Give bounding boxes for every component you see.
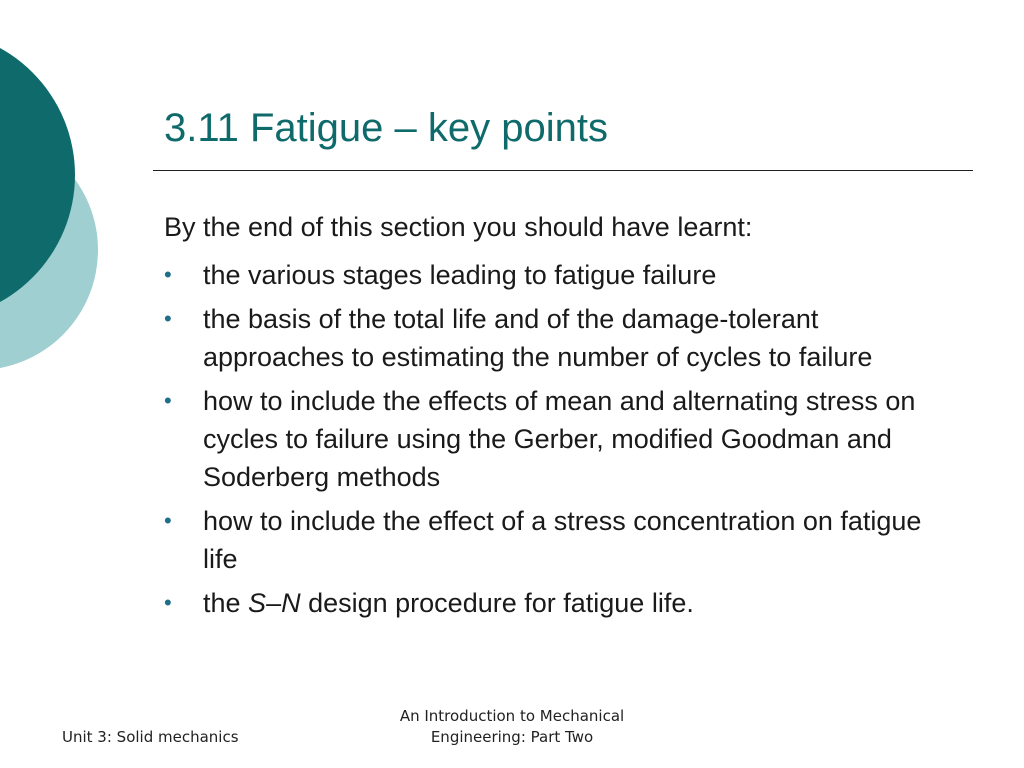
key-points-list	[164, 256, 954, 628]
footer-course	[362, 706, 662, 748]
intro-text: By the end of this section you should have learnt:	[164, 212, 753, 242]
text-pre: the	[203, 588, 249, 618]
decorative-circles	[0, 0, 120, 420]
symbol-s: S	[248, 588, 267, 618]
symbol-n: N	[281, 588, 301, 618]
bullet-marker: •	[164, 388, 172, 413]
list-item-text: how to include the effects of mean and alternating stress on cycles to failure using the Gerber, modified Goodman and Soderberg methods	[203, 386, 916, 492]
slide-title: 3.11 Fatigue – key points	[164, 106, 608, 150]
en-dash: –	[266, 588, 282, 618]
list-item	[164, 584, 954, 622]
bullet-marker: •	[164, 590, 172, 615]
footer-course-line1: An Introduction to Mechanical	[399, 707, 625, 725]
list-item-text	[203, 588, 694, 618]
list-item-text: the various stages leading to fatigue failure	[203, 260, 717, 290]
list-item	[164, 300, 954, 376]
list-item	[164, 382, 954, 496]
footer-course-line2: Engineering: Part Two	[430, 728, 594, 746]
footer-unit: Unit 3: Solid mechanics	[62, 728, 239, 746]
title-divider	[153, 170, 973, 171]
list-item-text: how to include the effect of a stress concentration on fatigue life	[203, 506, 922, 574]
bullet-marker: •	[164, 508, 172, 533]
text-post: design procedure for fatigue life.	[300, 588, 694, 618]
bullet-marker: •	[164, 262, 172, 287]
list-item	[164, 256, 954, 294]
bullet-marker: •	[164, 306, 172, 331]
list-item-text: the basis of the total life and of the damage-tolerant approaches to estimating the number of cycles to failure	[203, 304, 873, 372]
list-item	[164, 502, 954, 578]
